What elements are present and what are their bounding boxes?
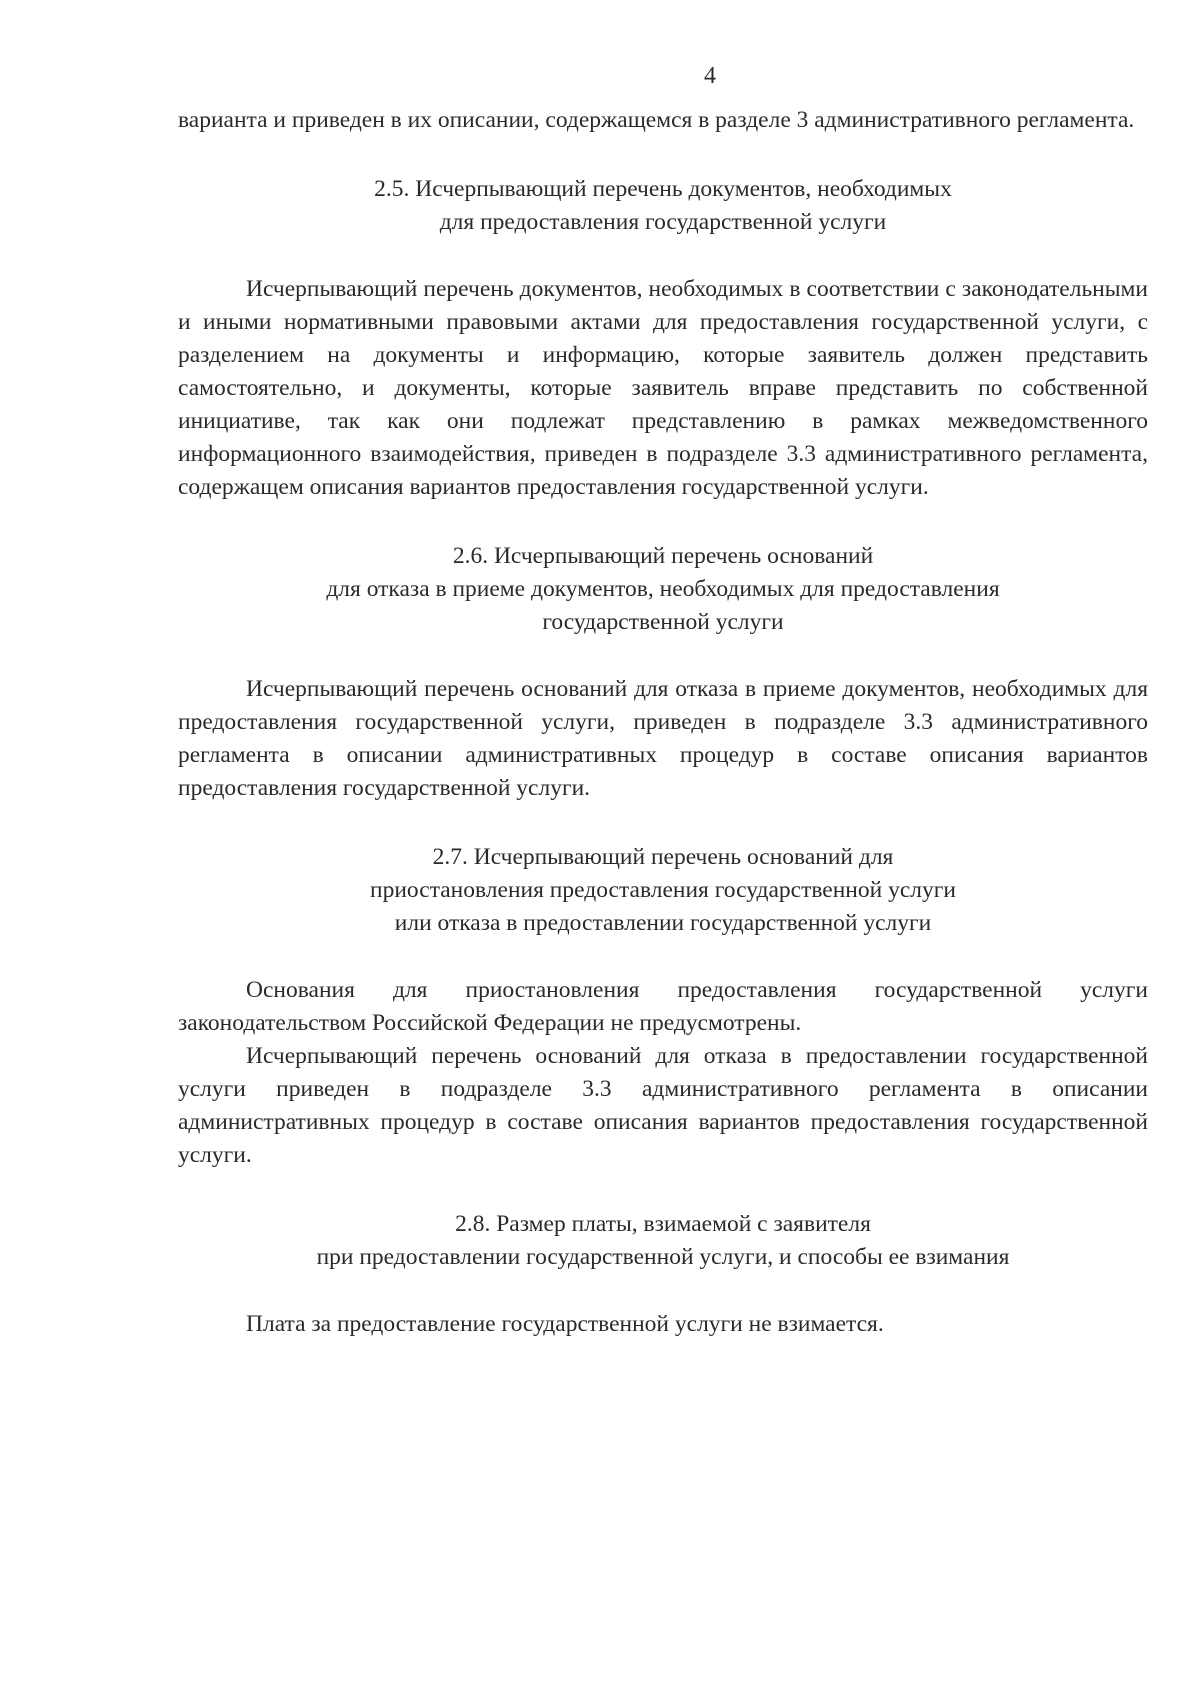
section-2-5-heading-line1: 2.5. Исчерпывающий перечень документов, необходимых <box>374 176 952 202</box>
section-2-6-heading-line2: для отказа в приеме документов, необходимых для предоставления <box>326 576 1000 602</box>
section-2-6-heading-line1: 2.6. Исчерпывающий перечень оснований <box>452 543 874 569</box>
section-2-7-paragraph-2: Исчерпывающий перечень оснований для отказа в предоставлении государственной услуги приведен в подразделе 3.3 административного регламента в описании административных процедур в составе описания вариантов предоставления государственной услуги. <box>178 1043 1148 1168</box>
section-2-8-heading-line2: при предоставлении государственной услуги, и способы ее взимания <box>316 1244 1010 1270</box>
document-body <box>178 104 1148 1341</box>
section-2-8-heading-line1: 2.8. Размер платы, взимаемой с заявителя <box>455 1211 871 1237</box>
section-2-8-heading <box>178 1208 1148 1274</box>
intro-paragraph: варианта и приведен в их описании, содержащемся в разделе 3 административного регламента. <box>178 107 1135 133</box>
section-2-6-heading-line3: государственной услуги <box>542 609 784 635</box>
section-2-7-heading <box>178 841 1148 940</box>
section-2-7-heading-line3: или отказа в предоставлении государственной услуги <box>394 910 932 936</box>
section-2-6-paragraph: Исчерпывающий перечень оснований для отказа в приеме документов, необходимых для предоставления государственной услуги, приведен в подразделе 3.3 административного регламента в описании административных процедур в составе описания вариантов предоставления государственной услуги. <box>178 676 1148 801</box>
section-2-8-paragraph: Плата за предоставление государственной услуги не взимается. <box>246 1311 884 1337</box>
page-number: 4 <box>704 63 716 89</box>
section-2-5-paragraph: Исчерпывающий перечень документов, необходимых в соответствии с законодательными и иными нормативными правовыми актами для предоставления государственной услуги, с разделением на документы и информацию, которые заявитель должен представить самостоятельно, и документы, которые заявитель вправе представить по собственной инициативе, так как они подлежат представлению в рамках межведомственного информационного взаимодействия, приведен в подразделе 3.3 административного регламента, содержащем описания вариантов предоставления государственной услуги. <box>178 276 1148 500</box>
section-2-7-paragraph-1: Основания для приостановления предоставления государственной услуги законодательством Российской Федерации не предусмотрены. <box>178 977 1148 1036</box>
section-2-5-heading <box>178 173 1148 239</box>
section-2-5-heading-line2: для предоставления государственной услуги <box>439 209 887 235</box>
section-2-7-heading-line1: 2.7. Исчерпывающий перечень оснований для <box>432 844 894 870</box>
section-2-6-heading <box>178 540 1148 639</box>
section-2-7-heading-line2: приостановления предоставления государственной услуги <box>370 877 956 903</box>
